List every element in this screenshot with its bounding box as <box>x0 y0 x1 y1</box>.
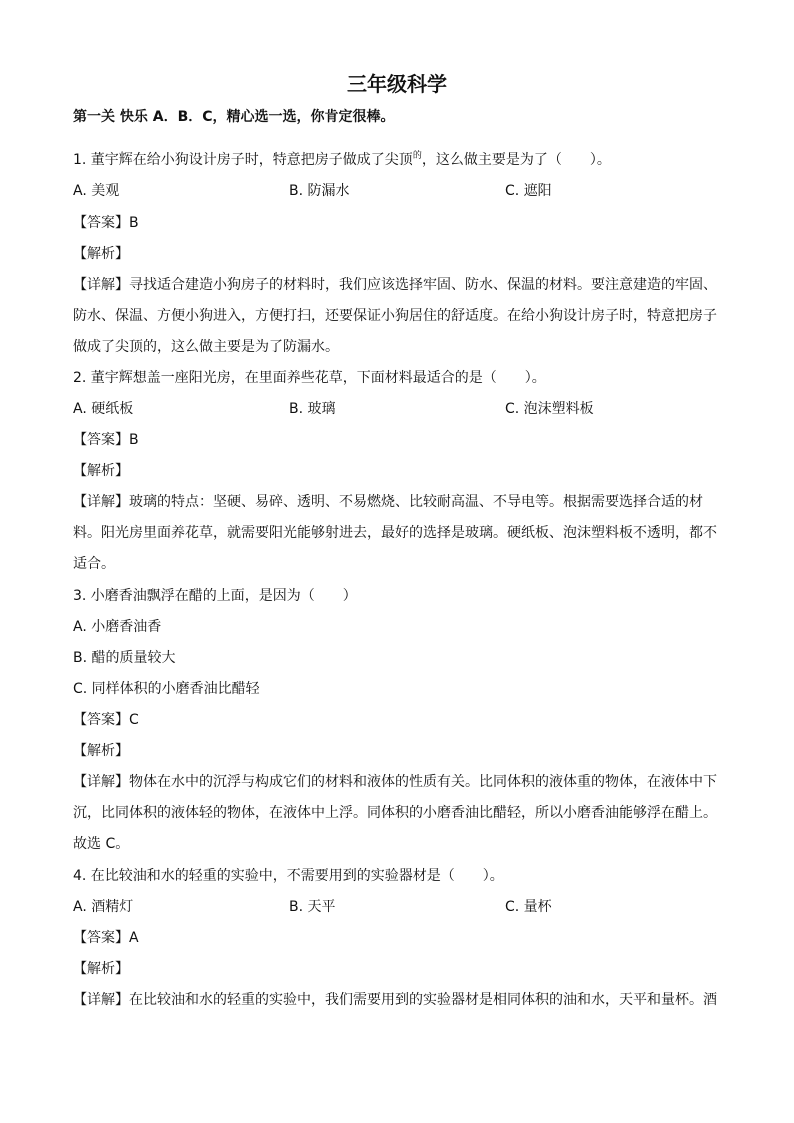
question-2-stem: 2. 董宇辉想盖一座阳光房，在里面养些花草，下面材料最适合的是（ ）。 <box>73 370 546 386</box>
question-4-options <box>73 898 723 916</box>
question-1-stem-text-end: ，这么做主要是为了（ ）。 <box>421 152 611 168</box>
question-3-stem: 3. 小磨香油飘浮在醋的上面，是因为（ ） <box>73 588 357 604</box>
question-2-detail-line-1: 【详解】玻璃的特点：坚硬、易碎、透明、不易燃烧、比较耐高温、不导电等。根据需要选择合适的材 <box>73 494 703 510</box>
question-1-option-b: B. 防漏水 <box>289 183 350 199</box>
section-heading: 第一关 快乐 A．B．C，精心选一选，你肯定很棒。 <box>73 109 395 125</box>
question-1-analysis-label: 【解析】 <box>73 246 129 262</box>
question-3-option-c: C. 同样体积的小磨香油比醋轻 <box>73 681 260 697</box>
question-4-option-b: B. 天平 <box>289 899 336 915</box>
question-1-detail-line-2: 防水、保温、方便小狗进入，方便打扫，还要保证小狗居住的舒适度。在给小狗设计房子时，特意把房子 <box>73 308 717 324</box>
question-4-answer: 【答案】A <box>73 930 139 946</box>
question-4-option-c: C. 量杯 <box>505 899 552 915</box>
question-3-analysis-label: 【解析】 <box>73 743 129 759</box>
question-1-detail-line-3: 做成了尖顶的，这么做主要是为了防漏水。 <box>73 339 339 355</box>
question-1-answer: 【答案】B <box>73 215 139 231</box>
question-4-analysis-label: 【解析】 <box>73 961 129 977</box>
question-1-stem-mark: 的 <box>412 151 422 161</box>
question-3-option-b: B. 醋的质量较大 <box>73 650 176 666</box>
question-3-option-a: A. 小磨香油香 <box>73 619 162 635</box>
question-1-options <box>73 182 723 200</box>
question-2-options <box>73 400 723 418</box>
page-title: 三年级科学 <box>347 72 447 96</box>
question-1-option-a: A. 美观 <box>73 183 120 199</box>
question-3-detail-line-3: 故选 C。 <box>73 836 130 852</box>
question-3-answer: 【答案】C <box>73 712 139 728</box>
question-1-option-c: C. 遮阳 <box>505 183 552 199</box>
question-2-answer: 【答案】B <box>73 432 139 448</box>
question-3-detail-line-2: 沉，比同体积的液体轻的物体，在液体中上浮。同体积的小磨香油比醋轻，所以小磨香油能够浮在醋上。 <box>73 805 717 821</box>
question-2-option-b: B. 玻璃 <box>289 401 336 417</box>
question-2-option-a: A. 硬纸板 <box>73 401 134 417</box>
question-3-detail-line-1: 【详解】物体在水中的沉浮与构成它们的材料和液体的性质有关。比同体积的液体重的物体，在液体中下 <box>73 774 717 790</box>
question-1-detail-line-1: 【详解】寻找适合建造小狗房子的材料时，我们应该选择牢固、防水、保温的材料。要注意建造的牢固、 <box>73 277 717 293</box>
question-2-option-c: C. 泡沫塑料板 <box>505 401 594 417</box>
question-2-analysis-label: 【解析】 <box>73 463 129 479</box>
question-1-stem-text: 1. 董宇辉在给小狗设计房子时，特意把房子做成了尖顶 <box>73 152 413 168</box>
question-4-option-a: A. 酒精灯 <box>73 899 134 915</box>
question-1-stem <box>73 147 611 169</box>
question-4-detail-line-1: 【详解】在比较油和水的轻重的实验中，我们需要用到的实验器材是相同体积的油和水，天平和量杯。酒 <box>73 992 717 1008</box>
question-4-stem: 4. 在比较油和水的轻重的实验中，不需要用到的实验器材是（ ）。 <box>73 868 504 884</box>
question-2-detail-line-3: 适合。 <box>73 556 115 572</box>
question-2-detail-line-2: 料。阳光房里面养花草，就需要阳光能够射进去，最好的选择是玻璃。硬纸板、泡沫塑料板不透明，都不 <box>73 525 717 541</box>
